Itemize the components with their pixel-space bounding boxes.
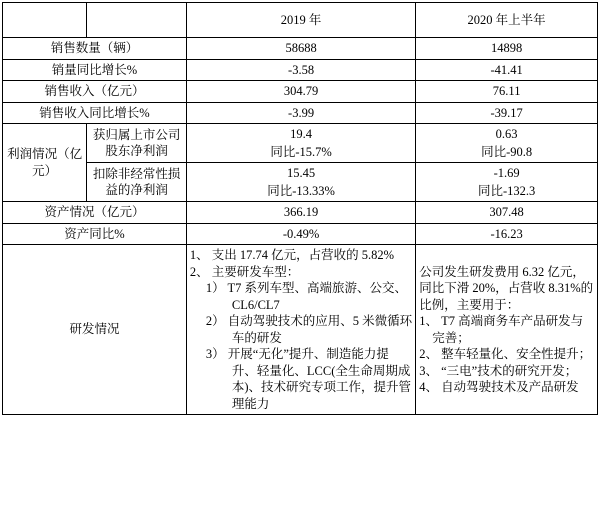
rd-2019-item-2-3: 3） 开展“无化”提升、制造能力提升、轻量化、LCC(全生命周期成本)、技术研究专项工作，提升管理能力 (205, 347, 412, 411)
sales-volume-2020: 14898 (416, 38, 598, 60)
row-label-sales-volume-growth: 销量同比增长% (3, 59, 187, 81)
financial-summary-table-wrapper (0, 2, 600, 415)
assets-growth-2020: -16.23 (416, 223, 598, 245)
table-row (3, 163, 598, 202)
row-label-profit-group: 利润情况（亿元） (3, 124, 87, 202)
rd-2019-item-2-2: 2） 自动驾驶技术的应用、5 米微循环车的研发 (205, 314, 413, 345)
deducted-net-profit-2020 (416, 163, 598, 202)
row-label-revenue-growth: 销售收入同比增长% (3, 102, 187, 124)
table-row (3, 59, 598, 81)
sales-volume-growth-2020: -41.41 (416, 59, 598, 81)
net-profit-attributable-2019-value: 19.4 (290, 127, 312, 141)
net-profit-attributable-2020-value: 0.63 (495, 127, 518, 141)
assets-growth-2019: -0.49% (186, 223, 415, 245)
financial-summary-table (2, 2, 598, 415)
rd-2019-item-2-1: 1） T7 系列车型、高端旅游、公交、CL6/CL7 (205, 281, 408, 312)
table-row (3, 81, 598, 103)
table-header-row (3, 3, 598, 38)
rd-2020-item-4: 4、 自动驾驶技术及产品研发 (419, 380, 579, 394)
table-row (3, 124, 598, 163)
deducted-net-profit-2019-yoy: 同比-13.33% (267, 183, 335, 198)
net-profit-attributable-2020 (416, 124, 598, 163)
revenue-growth-2019: -3.99 (186, 102, 415, 124)
sales-volume-growth-2019: -3.58 (186, 59, 415, 81)
row-label-revenue: 销售收入（亿元） (3, 81, 187, 103)
rd-2019-content (186, 245, 415, 415)
row-label-assets-growth: 资产同比% (3, 223, 187, 245)
row-label-assets: 资产情况（亿元） (3, 202, 187, 224)
table-row (3, 102, 598, 124)
deducted-net-profit-2019 (186, 163, 415, 202)
net-profit-attributable-2019-yoy: 同比-15.7% (270, 144, 332, 159)
header-2019: 2019 年 (186, 3, 415, 38)
net-profit-attributable-2019 (186, 124, 415, 163)
header-2020-h1: 2020 年上半年 (416, 3, 598, 38)
rd-2020-item-3: 3、 “三电”技术的研究开发； (419, 363, 578, 378)
row-label-rd: 研发情况 (3, 245, 187, 415)
assets-2020: 307.48 (416, 202, 598, 224)
revenue-2019: 304.79 (186, 81, 415, 103)
deducted-net-profit-2020-yoy: 同比-132.3 (477, 183, 536, 198)
rd-2020-item-1: 1、 T7 高端商务车产品研发与完善； (419, 314, 584, 345)
row-label-deducted-net-profit: 扣除非经常性损益的净利润 (87, 163, 187, 202)
rd-2020-content (416, 245, 598, 415)
rd-2020-item-2: 2、 整车轻量化、安全性提升； (419, 347, 592, 361)
table-row-rd (3, 245, 598, 415)
sales-volume-2019: 58688 (186, 38, 415, 60)
row-label-sales-volume: 销售数量（辆） (3, 38, 187, 60)
deducted-net-profit-2019-value: 15.45 (287, 166, 316, 180)
revenue-2020: 76.11 (416, 81, 598, 103)
rd-2019-item-2: 2、 主要研发车型： (189, 264, 300, 279)
header-blank-left (3, 3, 87, 38)
net-profit-attributable-2020-yoy: 同比-90.8 (481, 144, 533, 159)
assets-2019: 366.19 (186, 202, 415, 224)
revenue-growth-2020: -39.17 (416, 102, 598, 124)
table-row (3, 38, 598, 60)
rd-2019-item-1: 1、 支出 17.74 亿元，占营收的 5.82% (189, 248, 395, 262)
row-label-net-profit-attributable: 获归属上市公司股东净利润 (87, 124, 187, 163)
rd-2020-intro: 公司发生研发费用 6.32 亿元，同比下滑 20%，占营收 8.31%的比例，主要用于： (419, 264, 594, 312)
table-row (3, 223, 598, 245)
table-row (3, 202, 598, 224)
deducted-net-profit-2020-value: -1.69 (493, 166, 520, 180)
header-blank-left2 (87, 3, 187, 38)
